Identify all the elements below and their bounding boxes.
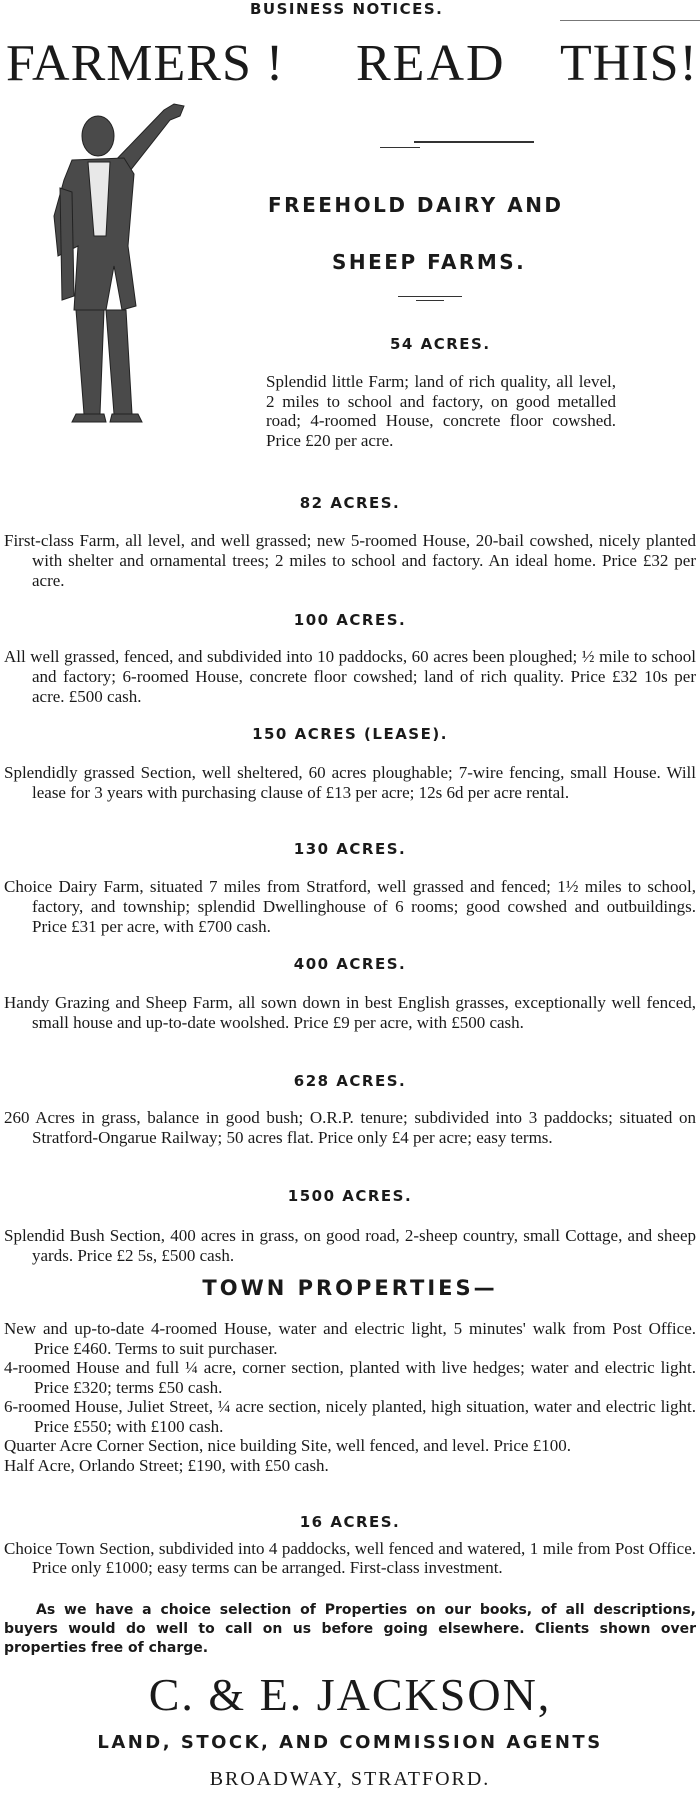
listing-title-100: 100 ACRES. <box>293 611 407 629</box>
decorative-rule-1 <box>414 141 534 143</box>
decorative-rule-3 <box>398 296 462 297</box>
headline-this: THIS! <box>560 35 698 92</box>
listing-text-150: Splendidly grassed Section, well sheltered, 60 acres ploughable; 7-wire fencing, small House. Will lease for 3 years with purchasing clause of £13 per acre; 12s 6d per acre rental. <box>4 763 696 802</box>
listing-title-400: 400 ACRES. <box>293 955 407 973</box>
firm-address: BROADWAY, STRATFORD. <box>209 1768 491 1790</box>
headline-read: READ <box>356 35 506 92</box>
header-rule-right <box>560 20 700 21</box>
listing-text-400: Handy Grazing and Sheep Farm, all sown down in best English grasses, exceptionally well fenced, small house and up-to-date woolshed. Price £9 per acre, with £500 cash. <box>4 993 696 1032</box>
decorative-rule-4 <box>416 300 444 301</box>
headline-farmers: FARMERS ! <box>6 35 285 92</box>
pointing-man-illustration <box>14 96 214 426</box>
firm-name: C. & E. JACKSON, <box>148 1669 552 1720</box>
listing-title-1500: 1500 ACRES. <box>287 1187 413 1205</box>
intro-line-1: FREEHOLD DAIRY AND <box>268 193 564 217</box>
listing-title-54: 54 ACRES. <box>390 335 491 353</box>
listing-title-150: 150 ACRES (LEASE). <box>252 725 448 743</box>
town-properties-list <box>4 1319 696 1475</box>
listing-text-628: 260 Acres in grass, balance in good bush; O.R.P. tenure; subdivided into 3 paddocks; situated on Stratford-Ongarue Railway; 50 acres flat. Price only £4 per acre; easy terms. <box>4 1108 696 1147</box>
town-item: Half Acre, Orlando Street; £190, with £50 cash. <box>4 1455 329 1475</box>
town-item: 4-roomed House and full ¼ acre, corner section, planted with live hedges; water and electric light. Price £320; terms £50 cash. <box>4 1358 696 1397</box>
listing-text-16: Choice Town Section, subdivided into 4 paddocks, well fenced and watered, 1 mile from Post Office. Price only £1000; easy terms can be arranged. First-class investment. <box>4 1539 696 1577</box>
town-item: Quarter Acre Corner Section, nice building Site, well fenced, and level. Price £100. <box>4 1436 571 1455</box>
listing-title-130: 130 ACRES. <box>293 840 407 858</box>
section-header: BUSINESS NOTICES. <box>250 0 444 18</box>
listing-title-82: 82 ACRES. <box>299 494 401 512</box>
listing-title-628: 628 ACRES. <box>293 1072 407 1090</box>
listing-text-130: Choice Dairy Farm, situated 7 miles from Stratford, well grassed and fenced; 1½ miles to school, factory, and township; splendid Dwellinghouse of 6 rooms; good cowshed and outbuildings. Price £31 per acre, with £700 cash. <box>4 877 696 936</box>
town-properties-heading: TOWN PROPERTIES— <box>202 1276 498 1300</box>
intro-line-2: SHEEP FARMS. <box>332 250 527 274</box>
town-item: New and up-to-date 4-roomed House, water and electric light, 5 minutes' walk from Post Office. Price £460. Terms to suit purchaser. <box>4 1319 696 1358</box>
listing-text-1500: Splendid Bush Section, 400 acres in grass, on good road, 2-sheep country, small Cottage, and sheep yards. Price £2 5s, £500 cash. <box>4 1226 696 1265</box>
closing-remarks: As we have a choice selection of Properties on our books, of all descriptions, buyers would do well to call on us before going elsewhere. Clients shown over properties free of charge. <box>4 1602 696 1656</box>
listing-text-54: Splendid little Farm; land of rich quality, all level, 2 miles to school and factory, on good metalled road; 4-roomed House, concrete floor cowshed. Price £20 per acre. <box>266 372 616 450</box>
listing-text-82: First-class Farm, all level, and well grassed; new 5-roomed House, 20-bail cowshed, nicely planted with shelter and ornamental trees; 2 miles to school and factory. An ideal home. Price £32 per acre. <box>4 531 696 590</box>
town-item: 6-roomed House, Juliet Street, ¼ acre section, nicely planted, high situation, water and electric light. Price £550; with £100 cash. <box>4 1397 696 1436</box>
firm-business: LAND, STOCK, AND COMMISSION AGENTS <box>97 1732 603 1753</box>
listing-text-100: All well grassed, fenced, and subdivided into 10 paddocks, 60 acres been ploughed; ½ mile to school and factory; 6-roomed House, concrete floor cowshed; land of rich quality. Price £32 10s per acre. £500 cash. <box>4 647 696 706</box>
decorative-rule-2 <box>380 147 420 148</box>
listing-title-16: 16 ACRES. <box>299 1513 401 1531</box>
